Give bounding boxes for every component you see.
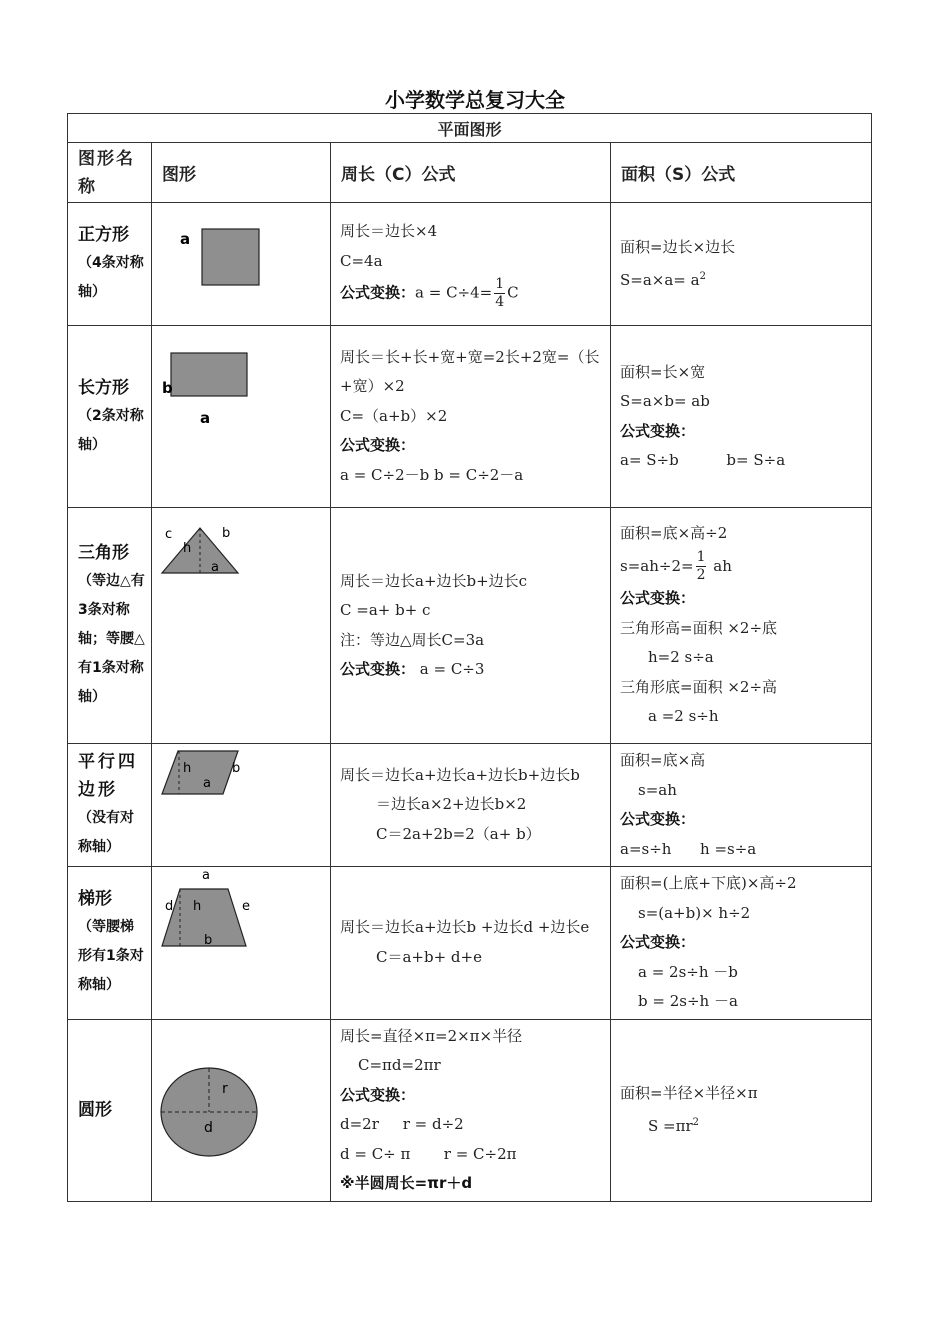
- square-shape: [202, 229, 259, 285]
- rectangle-shape: [171, 353, 247, 396]
- rectangle-perimeter-line3: a = C÷2－b b = C÷2－a: [340, 465, 524, 484]
- triangle-name: 三角形: [78, 543, 129, 563]
- square-transform-expr: a = C÷4=: [415, 283, 493, 302]
- rectangle-area-transform-label: 公式变换：: [620, 421, 696, 440]
- square-figure-cell: [152, 203, 331, 326]
- trapezoid-area-transform-label: 公式变换：: [620, 933, 696, 951]
- section-title: 平面图形: [68, 114, 872, 143]
- square-frac-den: 4: [495, 294, 505, 310]
- rectangle-label-a: a: [200, 409, 211, 427]
- rectangle-name: 长方形: [78, 377, 129, 398]
- trapezoid-perimeter-line2: C＝a+b+ d+e: [376, 947, 482, 966]
- parallelogram-area-line1: 面积=底×高: [620, 751, 706, 769]
- parallelogram-perimeter-cell: [331, 744, 611, 867]
- parallelogram-label-a: a: [203, 776, 211, 791]
- rectangle-name-cell: [68, 326, 152, 508]
- circle-figure-cell: [152, 1019, 331, 1201]
- section-header-row: [68, 114, 872, 143]
- triangle-note1: （等边△有: [78, 573, 145, 589]
- circle-figure: [152, 1020, 331, 1197]
- triangle-label-b: b: [222, 526, 231, 541]
- rectangle-perimeter-line2: C=（a+b）×2: [340, 406, 448, 425]
- trapezoid-perimeter-line1: 周长＝边长a+边长b +边长d +边长e: [340, 918, 590, 937]
- row-parallelogram: [68, 744, 872, 867]
- square-perimeter-line2: C=4a: [340, 251, 383, 270]
- square-name-cell: [68, 203, 152, 326]
- triangle-transform-label: 公式变换：: [340, 660, 416, 678]
- triangle-perimeter-transform: [340, 655, 602, 685]
- triangle-area-line3: 三角形高=面积 ×2÷底: [620, 618, 778, 637]
- rectangle-area-line3: a= S÷b b= S÷a: [620, 451, 786, 469]
- triangle-area-tail: ah: [713, 556, 732, 575]
- row-trapezoid: [68, 867, 872, 1020]
- rectangle-area-line1: 面积=长×宽: [620, 362, 706, 381]
- triangle-perimeter-cell: [331, 508, 611, 744]
- header-row: [68, 143, 872, 203]
- square-area-cell: [611, 203, 872, 326]
- row-circle: [68, 1019, 872, 1201]
- triangle-name-cell: [68, 508, 152, 744]
- triangle-area-line4: h=2 s÷a: [648, 648, 714, 667]
- triangle-label-h: h: [183, 541, 192, 556]
- rectangle-label-b: b: [162, 379, 173, 397]
- triangle-label-a: a: [211, 560, 219, 575]
- circle-area-sup: 2: [692, 1117, 700, 1128]
- triangle-area-cell: [611, 508, 872, 744]
- trapezoid-name-cell: [68, 867, 152, 1020]
- circle-perimeter-line4: d = C÷ π r = C÷2π: [340, 1144, 517, 1163]
- parallelogram-label-h: h: [183, 761, 192, 776]
- trapezoid-label-b: b: [204, 933, 213, 948]
- triangle-frac-num: 1: [696, 549, 706, 566]
- parallelogram-shape: [162, 751, 241, 794]
- triangle-area-transform-label: 公式变换：: [620, 589, 696, 608]
- circle-perimeter-line3: d=2r r = d÷2: [340, 1115, 464, 1133]
- circle-label-r: r: [222, 1080, 228, 1097]
- trapezoid-figure-cell: [152, 867, 331, 1020]
- page-title: 小学数学总复习大全: [385, 88, 565, 112]
- triangle-perimeter-line2: C =a+ b+ c: [340, 601, 431, 619]
- row-triangle: [68, 508, 872, 744]
- row-square: [68, 203, 872, 326]
- header-name: 图形名称: [68, 143, 152, 203]
- trapezoid-perimeter-cell: [331, 867, 611, 1020]
- header-area: 面积（S）公式: [611, 143, 872, 203]
- rectangle-area-line2: S=a×b= ab: [620, 392, 710, 410]
- triangle-note2: 3条对称轴；等腰△有1条对称轴）: [78, 602, 145, 705]
- square-area-line1: 面积=边长×边长: [620, 237, 736, 256]
- square-perimeter-transform: [340, 276, 602, 311]
- circle-label-d: d: [204, 1119, 213, 1136]
- square-area-expr: S=a×a= a: [620, 271, 700, 289]
- triangle-area-line1: 面积=底×高÷2: [620, 524, 728, 543]
- trapezoid-area-line1: 面积=(上底+下底)×高÷2: [620, 874, 797, 892]
- parallelogram-area-cell: [611, 744, 872, 867]
- triangle-area-line6: a =2 s÷h: [648, 707, 719, 726]
- square-area-sup: 2: [699, 271, 706, 282]
- rectangle-perimeter-transform-label: 公式变换：: [340, 436, 416, 455]
- parallelogram-figure: [152, 744, 331, 804]
- rectangle-figure: [152, 326, 331, 503]
- parallelogram-perimeter-line2: ＝边长a×2+边长b×2: [376, 795, 527, 814]
- row-rectangle: [68, 326, 872, 508]
- trapezoid-note: （等腰梯形有1条对称轴）: [78, 919, 144, 994]
- rectangle-perimeter-cell: [331, 326, 611, 508]
- triangle-transform-expr: a = C÷3: [415, 660, 485, 678]
- circle-area-cell: [611, 1019, 872, 1201]
- parallelogram-area-line2: s=ah: [638, 780, 677, 799]
- square-area-line2: [620, 262, 863, 296]
- formula-table: [67, 113, 872, 1202]
- rectangle-note: （2条对称轴）: [78, 407, 144, 453]
- parallelogram-label-b: b: [232, 761, 241, 776]
- trapezoid-area-line3: a = 2s÷h －b: [638, 962, 738, 981]
- parallelogram-area-line3: a=s÷h h =s÷a: [620, 839, 757, 858]
- circle-semicircle-note: ※半圆周长=πr＋d: [340, 1174, 473, 1192]
- triangle-frac-den: 2: [696, 567, 706, 584]
- circle-name: 圆形: [78, 1100, 112, 1120]
- trapezoid-figure: [152, 867, 331, 957]
- parallelogram-perimeter-line3: C＝2a+2b=2（a+ b）: [376, 824, 541, 843]
- triangle-label-c: c: [165, 527, 173, 542]
- trapezoid-area-cell: [611, 867, 872, 1020]
- circle-perimeter-line2: C=πd=2πr: [358, 1056, 441, 1074]
- triangle-perimeter-line1: 周长＝边长a+边长b+边长c: [340, 571, 528, 590]
- parallelogram-perimeter-line1: 周长＝边长a+边长a+边长b+边长b: [340, 765, 580, 784]
- trapezoid-label-a: a: [202, 868, 210, 883]
- triangle-figure-cell: [152, 508, 331, 744]
- circle-area-expr: S =πr: [648, 1117, 693, 1135]
- trapezoid-label-h: h: [193, 899, 202, 914]
- circle-perimeter-transform-label: 公式变换：: [340, 1085, 416, 1104]
- circle-name-cell: [68, 1019, 152, 1201]
- square-label-a: a: [180, 230, 191, 248]
- rectangle-perimeter-line1: 周长＝长+长+宽+宽=2长+2宽=（长+宽）×2: [340, 347, 600, 396]
- square-perimeter-line1: 周长＝边长×4: [340, 222, 438, 240]
- parallelogram-name-cell: [68, 744, 152, 867]
- square-note: （4条对称轴）: [78, 255, 144, 300]
- triangle-area-expr: s=ah÷2=: [620, 556, 694, 575]
- trapezoid-label-d: d: [165, 899, 174, 914]
- square-fraction: [494, 276, 505, 311]
- square-name: 正方形: [78, 225, 129, 245]
- parallelogram-figure-cell: [152, 744, 331, 867]
- trapezoid-label-e: e: [242, 899, 250, 914]
- circle-area-line2: [620, 1108, 863, 1142]
- trapezoid-area-line4: b = 2s÷h －a: [638, 992, 738, 1010]
- triangle-figure: [152, 508, 331, 588]
- trapezoid-area-line2: s=(a+b)× h÷2: [638, 903, 751, 922]
- triangle-fraction: [696, 549, 707, 584]
- square-figure: [152, 203, 331, 321]
- rectangle-area-cell: [611, 326, 872, 508]
- rectangle-figure-cell: [152, 326, 331, 508]
- square-transform-label: 公式变换：: [340, 283, 416, 302]
- header-figure: 图形: [152, 143, 331, 203]
- square-transform-tail: C: [507, 283, 519, 302]
- square-frac-num: 1: [495, 276, 505, 292]
- triangle-perimeter-line3: 注：等边△周长C=3a: [340, 630, 485, 649]
- square-perimeter-cell: [331, 203, 611, 326]
- triangle-area-line5: 三角形底=面积 ×2÷高: [620, 677, 778, 696]
- circle-perimeter-line1: 周长=直径×π=2×π×半径: [340, 1026, 523, 1045]
- parallelogram-area-transform-label: 公式变换：: [620, 810, 696, 828]
- parallelogram-note: （没有对称轴）: [78, 810, 134, 855]
- trapezoid-name: 梯形: [78, 889, 112, 910]
- circle-area-line1: 面积=半径×半径×π: [620, 1083, 758, 1102]
- parallelogram-name: 平行四边形: [78, 752, 138, 800]
- header-perimeter: 周长（C）公式: [331, 143, 611, 203]
- circle-perimeter-cell: [331, 1019, 611, 1201]
- triangle-area-formula: [620, 549, 863, 585]
